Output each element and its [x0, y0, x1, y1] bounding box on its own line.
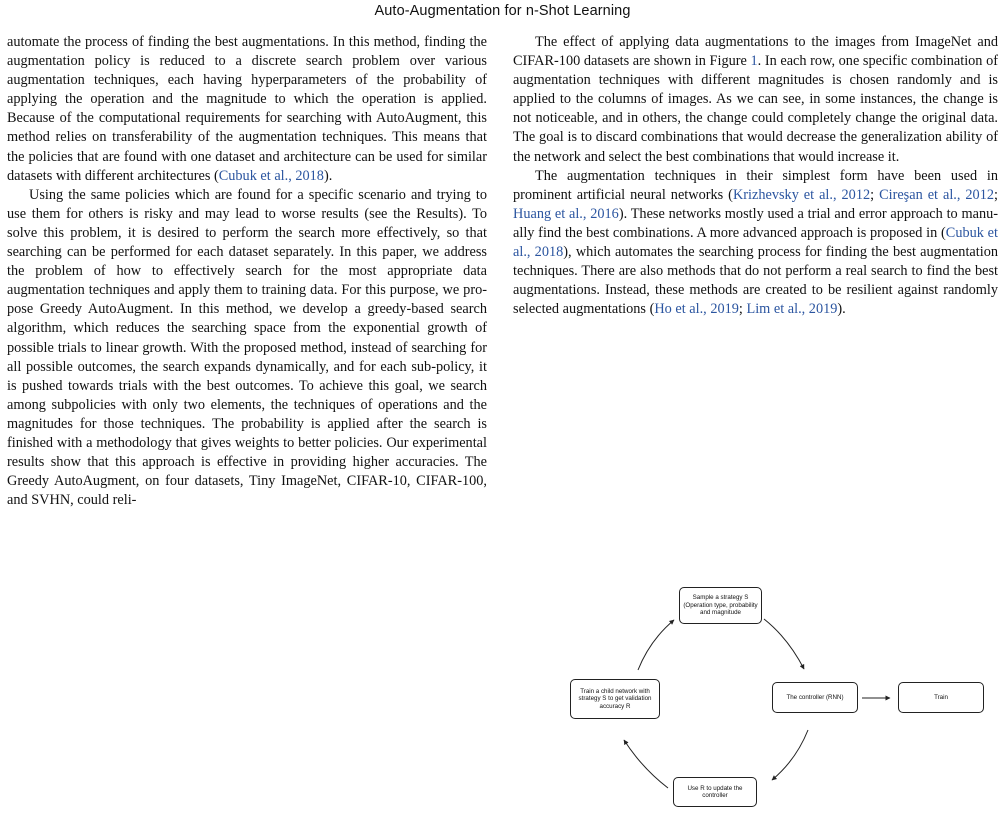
citation-link[interactable]: Cireşan et al., 2012: [879, 186, 995, 203]
running-header: Auto-Augmentation for n-Shot Learning: [374, 3, 631, 19]
right-column: [513, 33, 998, 319]
citation-link[interactable]: Cubuk et al., 2018: [513, 224, 998, 261]
paragraph: [7, 186, 487, 511]
paragraph-text: The augmentation techniques in their simplest form have been used in prominent artificial neural networks (: [513, 167, 998, 203]
box-train-child-network: Train a child network with strategy S to get validation accuracy R: [570, 679, 660, 719]
search-loop-figure: [560, 572, 1000, 836]
paragraph-text: ). These networks mostly used a trial and error approach to manually find the best combinations. A more advanced approach is proposed in (: [513, 205, 999, 241]
paragraph: [513, 167, 998, 320]
paragraph-text: ;: [994, 186, 998, 203]
citation-link[interactable]: Ho et al., 2019: [654, 301, 739, 318]
paragraph-text: Using the same policies which are found for a specific scenario and trying to use them for others is risky and may lead to worse results (see the Results). To solve this problem, it is desired to perform the search more effectively, so that searching can be performed for each dataset separately. In this paper, we address the problem of how to effectively search for the most appropriate data augmentation techniques and apply them to training data. For this purpose, we propose Greedy AutoAugment. In this method, we develop a greedy-based search algorithm, which reduces the searching space from the exponential growth of possible trials to linear growth. With the proposed method, instead of searching for all possible outcomes, the search expands dynamically, and for each sub-policy, it is pushed towards trials with the best outcomes. To achieve this goal, we search among subpolicies with only two elements, the techniques of operations and the magnitudes for those techniques. The probability is applied after the search is finished with a methodology that gives weights to better policies. Our experimental results show that this approach is effective in providing higher accuracies. The Greedy AutoAugment, on four datasets, Tiny ImageNet, CIFAR-10, CIFAR-100, and SVHN, could reli-: [7, 186, 487, 509]
paragraph-text: ), which automates the searching process for finding the best augmentation techniques. There are also methods that do not perform a real search to find the best augmentations. Instead, these methods are created to be resilient against randomly selected augmentations (: [513, 244, 998, 318]
figure-reference-link[interactable]: 1: [750, 53, 758, 70]
paragraph-text: The effect of applying data augmentations to the images from ImageNet and CIFAR-100 datasets are shown in Figure: [513, 34, 998, 70]
citation-link[interactable]: Cubuk et al., 2018: [218, 167, 324, 184]
citation-link[interactable]: Lim et al., 2019: [746, 301, 838, 318]
paragraph-text: ;: [870, 186, 880, 203]
arrow-controller-to-update: [772, 730, 808, 780]
paragraph: [513, 33, 998, 167]
left-column: [7, 33, 487, 510]
arrow-update-to-child: [624, 740, 668, 788]
paragraph-text: ).: [323, 167, 333, 184]
paragraph-text: . In each row, one specific combination of augmentation techniques with different magnitudes is chosen randomly and is applied to the columns of images. As we can see, in some instances, the change is not noticeable, and in others, the change could completely change the original data. The goal is to discard combinations that would decrease the generalization ability of the network and select the best combinations that would increase it.: [513, 53, 998, 165]
citation-link[interactable]: Huang et al., 2016: [513, 205, 619, 222]
arrow-child-to-sample: [638, 620, 674, 670]
box-controller: The controller (RNN): [772, 682, 858, 713]
paragraph: [7, 33, 487, 186]
citation-link[interactable]: Krizhevsky et al., 2012: [732, 186, 871, 203]
paragraph-text: automate the process of finding the best augmentations. In this method, finding the augmentation policy is reduced to a discrete search problem over various augmentation techniques, each having hyperparameters of the probability of applying the operation and the magnitude to which the operation is applied. Because of the computational requirements for searching with AutoAugment, this method relies on transferability of the augmentation techniques. This means that the policies that are found with one dataset and architecture can be used for similar datasets with different architectures (: [7, 34, 487, 184]
paragraph-text: ).: [837, 301, 846, 318]
box-update-controller: Use R to update the controller: [673, 777, 757, 807]
box-sample-strategy: Sample a strategy S (Operation type, probability and magnitude: [679, 587, 762, 624]
box-train: Train: [898, 682, 984, 713]
paragraph-text: ;: [738, 301, 747, 318]
arrow-sample-to-controller: [764, 619, 804, 669]
